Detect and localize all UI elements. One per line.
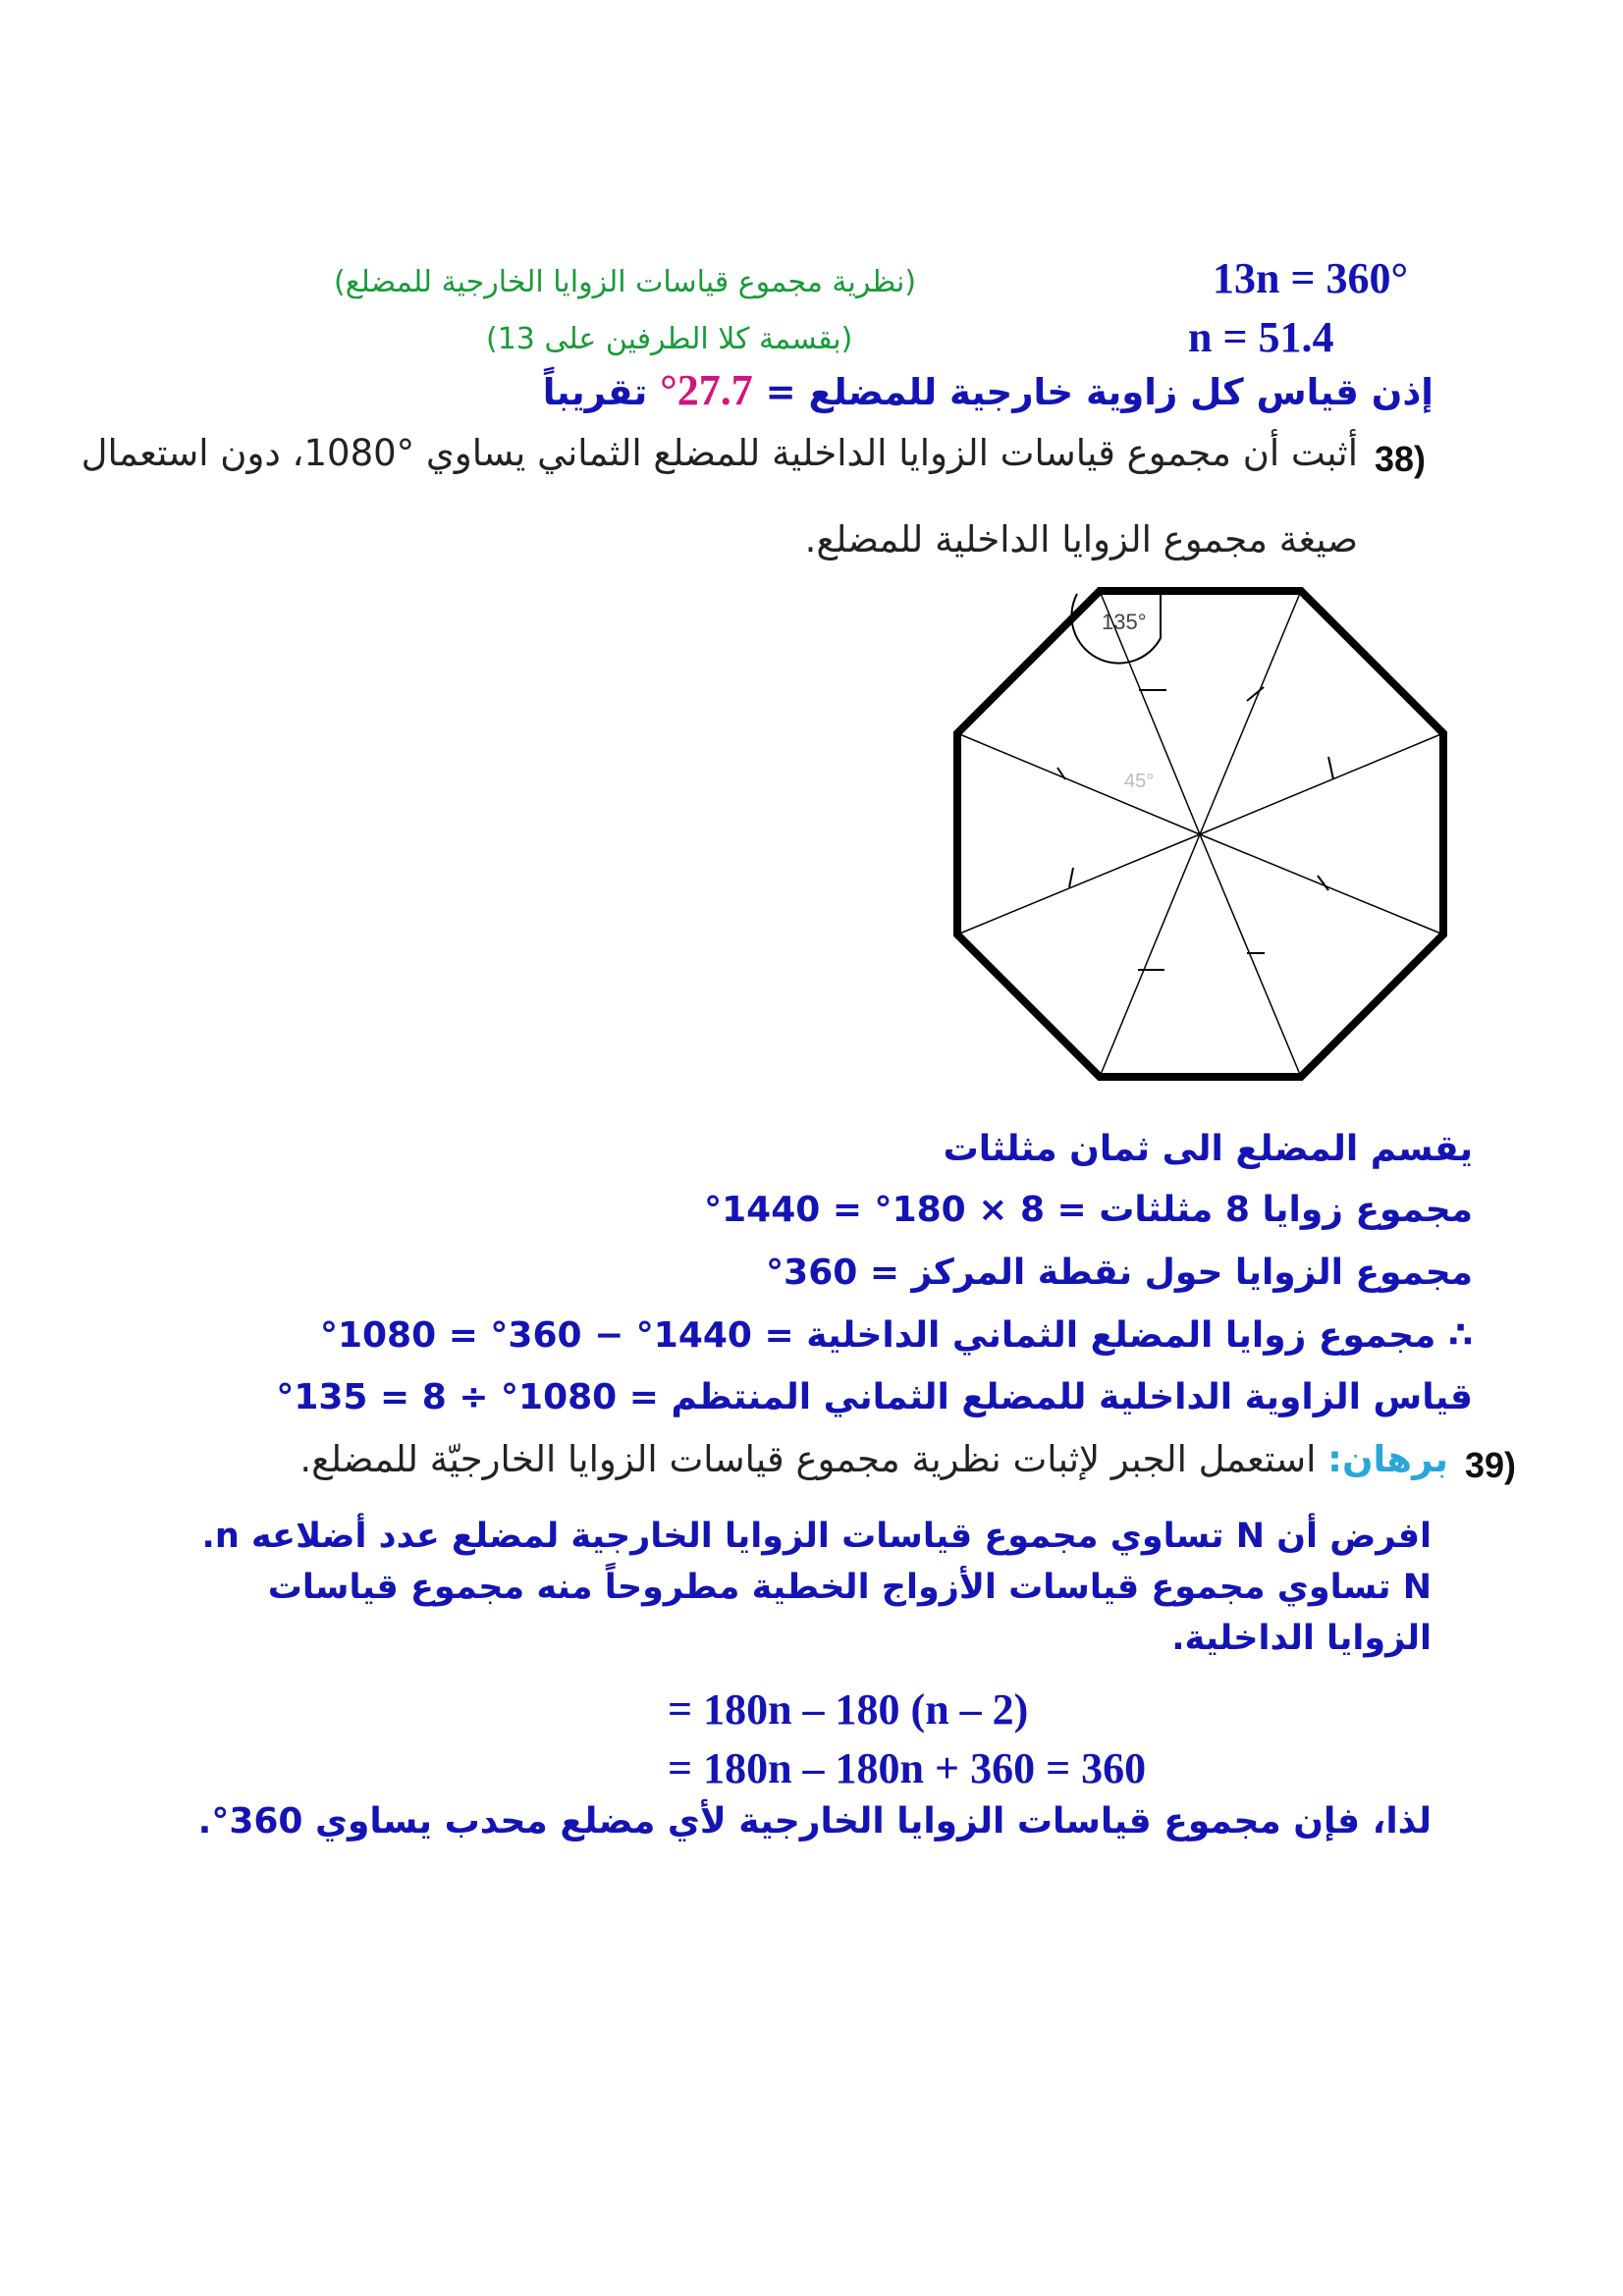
note-divide-13: (بقسمة كلا الطرفين على 13) xyxy=(486,322,853,356)
solution39-line3: الزوايا الداخلية. xyxy=(1171,1619,1432,1658)
note-exterior-theorem: (نظرية مجموع قياسات الزوايا الخارجية للمضلع) xyxy=(334,265,917,299)
solution38-line5: قياس الزاوية الداخلية للمضلع الثماني المنتظم = 1080° ÷ 8 = 135° xyxy=(276,1377,1473,1417)
conclusion-value: 27.7° xyxy=(660,366,753,414)
solution39-line2: N تساوي مجموع قياسات الأزواج الخطية مطروحاً منه مجموع قياسات xyxy=(267,1568,1432,1607)
question-38-line2: صيغة مجموع الزوايا الداخلية للمضلع. xyxy=(804,518,1358,561)
question-38-number: 38) xyxy=(1375,439,1427,479)
tick-marks xyxy=(1057,687,1333,970)
solution38-line4: ∴ مجموع زوايا المضلع الثماني الداخلية = 1440° − 360° = 1080° xyxy=(319,1315,1473,1356)
solution38-line1: يقسم المضلع الى ثمان مثلثات xyxy=(943,1129,1473,1169)
proof-tag: برهان: xyxy=(1327,1438,1448,1480)
solution38-line3: مجموع الزوايا حول نقطة المركز = 360° xyxy=(766,1253,1473,1293)
solution39-eq2: = 180n – 180n + 360 = 360 xyxy=(668,1744,1147,1792)
question-39-line xyxy=(299,1438,1448,1480)
conclusion-text: إذن قياس كل زاوية خارجية للمضلع = xyxy=(765,371,1434,413)
conclusion-line xyxy=(543,365,1434,415)
equation-13n: 13n = 360° xyxy=(1213,254,1409,302)
solution39-line1: افرض أن N تساوي مجموع قياسات الزوايا الخارجية لمضلع عدد أضلاعه n. xyxy=(201,1517,1432,1556)
question-38-line1: أثبت أن مجموع قياسات الزوايا الداخلية للمضلع الثماني يساوي °1080، دون استعمال xyxy=(81,432,1358,474)
octagon-figure xyxy=(943,579,1453,1090)
angle-label-45: 45° xyxy=(1124,771,1155,792)
equation-n: n = 51.4 xyxy=(1188,313,1334,361)
solution39-line4: لذا، فإن مجموع قياسات الزوايا الخارجية لأي مضلع محدب يساوي 360°. xyxy=(197,1801,1432,1842)
question-39-number: 39) xyxy=(1465,1445,1517,1485)
conclusion-suffix: تقريباً xyxy=(542,371,648,413)
question-39-text: استعمل الجبر لإثبات نظرية مجموع قياسات الزوايا الخارجيّة للمضلع. xyxy=(299,1438,1317,1480)
solution38-line2: مجموع زوايا 8 مثلثات = 8 × 180° = 1440° xyxy=(704,1190,1473,1230)
angle-label-135: 135° xyxy=(1102,610,1147,634)
solution39-eq1: = 180n – 180 (n – 2) xyxy=(668,1685,1029,1734)
